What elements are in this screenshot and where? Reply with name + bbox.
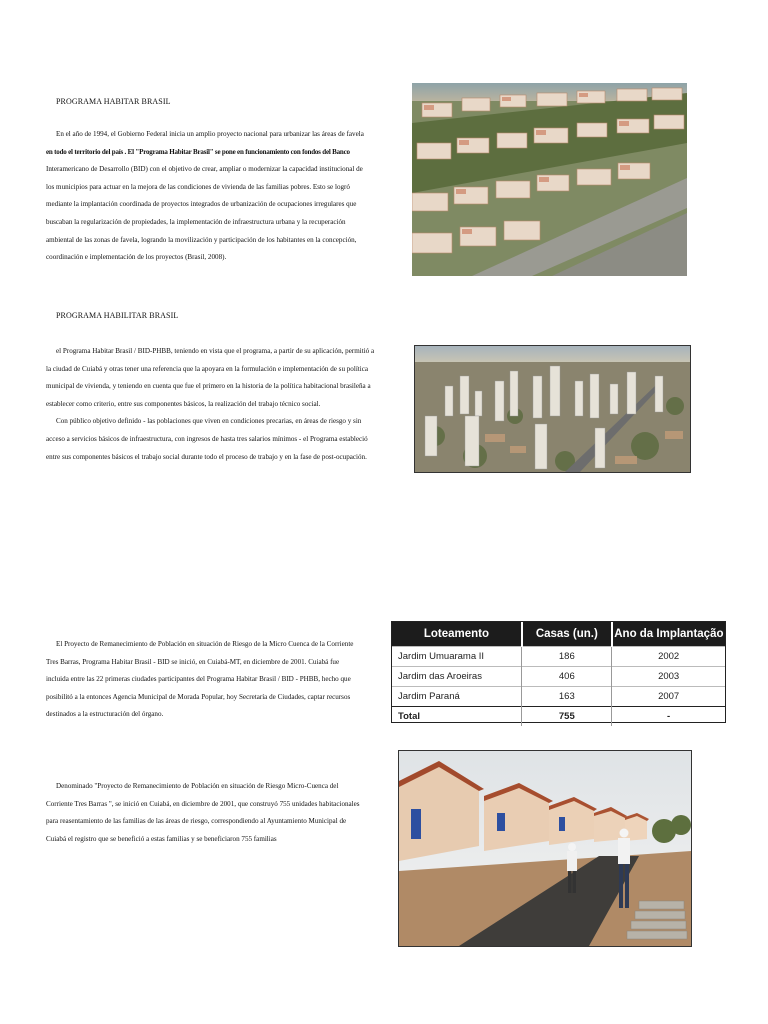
section2-line: acceso a servicios básicos de infraestructura, con ingresos de hasta tres salarios mínimos - el Programa estableció xyxy=(46,434,368,443)
table-row xyxy=(392,667,725,687)
table-cell: 755 xyxy=(522,707,612,727)
section2-line: la ciudad de Cuiabá y otras tener una referencia que la apoyara en la formulación e implementación de su política xyxy=(46,364,369,373)
section2-line: Con público objetivo definido - las poblaciones que viven en condiciones precarias, en áreas de riesgo y sin xyxy=(56,417,362,426)
section3-line: El Proyecto de Remanecimiento de Población en situación de Riesgo de la Micro Cuenca de la Corriente xyxy=(56,640,354,648)
table-header: Loteamento xyxy=(392,622,522,647)
section1-paragraph xyxy=(46,126,406,267)
table-cell: Jardim Umuarama II xyxy=(392,647,522,667)
section1-line: buscaban la regularización de propiedades, la implementación de infraestructura urbana y la recuperación xyxy=(46,217,346,226)
section1-line: Interamericano de Desarrollo (BID) con el objetivo de crear, ampliar o modernizar la capacidad institucional de xyxy=(46,165,363,174)
section2-line: establecer como criterio, entre sus componentes básicos, la realización del trabajo técnico social. xyxy=(46,399,321,408)
section1-line: En el año de 1994, el Gobierno Federal inicia un amplio proyecto nacional para urbanizar las áreas de favela xyxy=(56,130,364,138)
section4-line: para reasentamiento de las familias de las áreas de riesgo, correspondiendo al Ayuntamiento Municipal de xyxy=(46,817,347,826)
table-cell: 2003 xyxy=(612,667,725,687)
table-total-row xyxy=(392,707,725,727)
housing-table xyxy=(391,621,726,723)
table-row xyxy=(392,687,725,707)
section2-line: entre sus componentes básicos el trabajo social durante todo el proceso de trabajo y en la fase de post-ocupación. xyxy=(46,452,367,461)
section2-line: el Programa Habitar Brasil / BID-PHBB, teniendo en vista que el programa, a partir de su aplicación, permitió a xyxy=(56,347,375,355)
table-cell: - xyxy=(612,707,725,727)
table-cell: 406 xyxy=(522,667,612,687)
section3-line: incluida entre las 22 primeras ciudades participantes del Programa Habitar Brasil / BID - PHBB, hecho que xyxy=(46,675,351,684)
table-cell: 163 xyxy=(522,687,612,707)
section4-line: Denominado "Proyecto de Remanecimiento de Población en situación de Riesgo Micro-Cuenca del xyxy=(56,782,339,790)
table-cell: Jardim Paraná xyxy=(392,687,522,707)
section3-line: Tres Barras, Programa Habitar Brasil - BID se inició, en Cuiabá-MT, en diciembre de 2001. Cuiabá fue xyxy=(46,657,340,666)
section1-line: los municipios para actuar en la mejora de las condiciones de vivienda de las familias pobres. Esto se logró xyxy=(46,182,350,191)
table-cell: 2002 xyxy=(612,647,725,667)
section2-paragraph xyxy=(46,343,406,466)
section3-line: posibilitó a la entonces Agencia Municipal de Morada Popular, hoy Secretaría de Ciudades, captar recursos xyxy=(46,692,351,701)
aerial-housing-image xyxy=(412,83,687,276)
section4-paragraph xyxy=(46,778,386,848)
table-row xyxy=(392,647,725,667)
section3-line: destinados a la estructuración del órgano. xyxy=(46,710,164,719)
construction-site-image xyxy=(398,750,692,947)
section2-line: municipal de vivienda, y teniendo en cuenta que fue el primero en la historia de la política habitacional brasileña a xyxy=(46,382,371,391)
section1-line: mediante la implantación coordinada de proyectos integrados de urbanización de ocupaciones irregulares que xyxy=(46,200,357,209)
table-header: Ano da Implantação xyxy=(612,622,725,647)
section2-heading: PROGRAMA HABILITAR BRASIL xyxy=(56,311,179,320)
table-cell: 186 xyxy=(522,647,612,667)
section1-line: en todo el territorio del país . El "Programa Habitar Brasil" se pone en funcionamiento con fondos del Banco xyxy=(46,147,350,156)
section1-heading: PROGRAMA HABITAR BRASIL xyxy=(56,97,171,106)
table-cell: Jardim das Aroeiras xyxy=(392,667,522,687)
section3-paragraph xyxy=(46,636,386,724)
section4-line: Corriente Tres Barras ", se inició en Cuiabá, en diciembre de 2001, que construyó 755 unidades habitacionales xyxy=(46,799,360,808)
section1-line: coordinación e implementación de los proyectos (Brasil, 2008). xyxy=(46,253,227,262)
table-header: Casas (un.) xyxy=(522,622,612,647)
table-cell: Total xyxy=(392,707,522,727)
section1-line: ambiental de las zonas de favela, logrando la movilización y participación de los habitantes en la concepción, xyxy=(46,235,357,244)
aerial-city-image xyxy=(414,345,691,473)
section4-line: Cuiabá el registro que se benefició a estas familias y se beneficiaron 755 familias xyxy=(46,834,277,843)
table-cell: 2007 xyxy=(612,687,725,707)
